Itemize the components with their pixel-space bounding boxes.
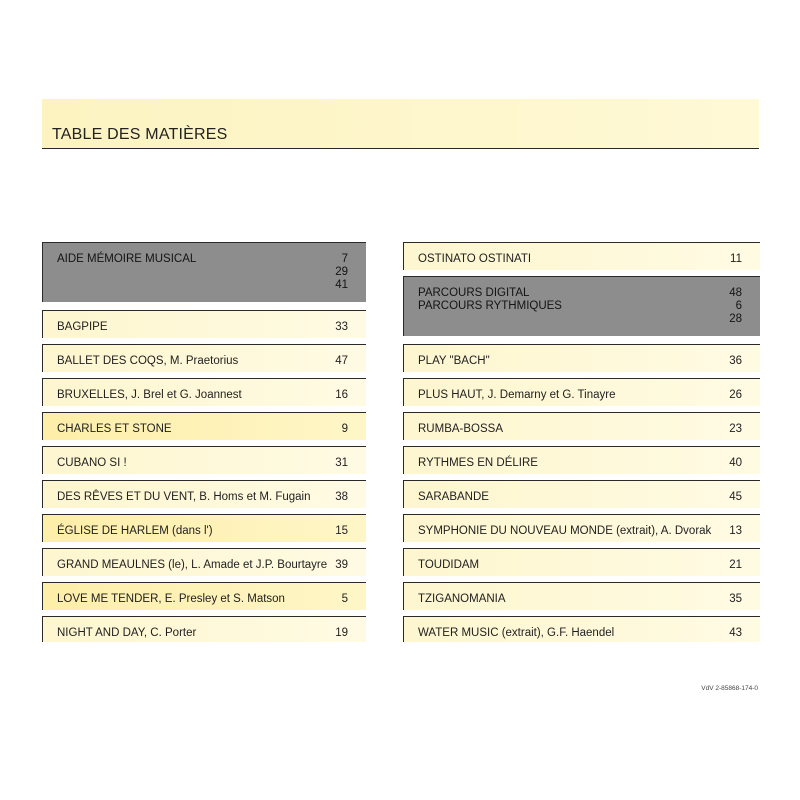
toc-entry <box>42 310 366 338</box>
toc-entry <box>403 378 760 406</box>
toc-entry-page <box>342 423 348 436</box>
toc-entry <box>403 242 760 270</box>
page-number: 39 <box>335 559 348 571</box>
toc-entry-title: CHARLES ET STONE <box>57 423 172 435</box>
page-number: 13 <box>729 525 742 537</box>
isbn-label: VdV 2-85868-174-0 <box>701 685 758 692</box>
toc-entry-page <box>342 593 348 606</box>
toc-entry-page <box>335 321 348 334</box>
page-number: 6 <box>735 300 742 312</box>
toc-entry-page <box>335 389 348 402</box>
toc-entry <box>42 480 366 508</box>
toc-entry <box>403 514 760 542</box>
toc-entry-page <box>729 559 742 572</box>
toc-entry-title: BRUXELLES, J. Brel et G. Joannest <box>57 389 242 401</box>
header-band <box>42 99 759 149</box>
toc-entry-title: SYMPHONIE DU NOUVEAU MONDE (extrait), A. Dvorak <box>418 525 712 537</box>
toc-entry-title: AIDE MÉMOIRE MUSICAL <box>57 253 197 265</box>
page-number: 5 <box>341 593 348 605</box>
page-number: 36 <box>729 355 742 367</box>
page-number: 16 <box>335 389 348 401</box>
toc-entry <box>403 446 760 474</box>
toc-entry-page <box>729 525 742 538</box>
toc-entry-page <box>729 287 742 326</box>
toc-entry-title: NIGHT AND DAY, C. Porter <box>57 627 197 639</box>
toc-entry <box>403 616 760 642</box>
toc-entry-page <box>729 389 742 402</box>
page-number: 11 <box>730 253 742 265</box>
toc-entry <box>403 412 760 440</box>
page-number: 47 <box>335 355 348 367</box>
toc-entry-page <box>335 559 348 572</box>
page-number: 26 <box>729 389 742 401</box>
page-number: 41 <box>335 279 348 291</box>
toc-entry-page <box>729 423 742 436</box>
toc-entry-page <box>335 355 348 368</box>
page-number: 28 <box>729 313 742 325</box>
toc-entry <box>403 276 760 336</box>
page-number: 23 <box>729 423 742 435</box>
toc-entry-title: CUBANO SI ! <box>57 457 127 469</box>
page-number: 21 <box>729 559 742 571</box>
toc-entry-title: ÉGLISE DE HARLEM (dans l') <box>57 525 213 537</box>
toc-entry-title: RUMBA-BOSSA <box>418 423 503 435</box>
toc-entry-title: PLUS HAUT, J. Demarny et G. Tinayre <box>418 389 616 401</box>
toc-entry <box>403 344 760 372</box>
toc-entry-page <box>335 253 348 292</box>
page-number: 7 <box>341 253 348 265</box>
toc-entry-title: GRAND MEAULNES (le), L. Amade et J.P. Bourtayre <box>57 559 328 571</box>
toc-entry-page <box>730 253 742 266</box>
toc-entry-page <box>335 627 348 640</box>
page-number: 29 <box>335 266 348 278</box>
toc-entry <box>42 616 366 642</box>
toc-entry <box>403 548 760 576</box>
toc-entry <box>42 412 366 440</box>
page-number: 43 <box>729 627 742 639</box>
toc-entry-title: OSTINATO OSTINATI <box>418 253 532 265</box>
toc-entry-title-secondary: PARCOURS RYTHMIQUES <box>418 300 562 312</box>
toc-entry-page <box>335 491 348 504</box>
toc-entry-title: PARCOURS DIGITAL <box>418 287 530 299</box>
page-number: 48 <box>729 287 742 299</box>
toc-entry-page <box>729 355 742 368</box>
toc-entry-page <box>335 457 348 470</box>
toc-entry <box>403 582 760 610</box>
toc-entry <box>42 242 366 302</box>
toc-entry-page <box>335 525 348 538</box>
toc-entry <box>42 514 366 542</box>
toc-entry <box>403 480 760 508</box>
toc-entry-title: BAGPIPE <box>57 321 108 333</box>
page-number: 19 <box>335 627 348 639</box>
page-number: 31 <box>335 457 348 469</box>
toc-entry-page <box>729 457 742 470</box>
toc-entry-title: TZIGANOMANIA <box>418 593 506 605</box>
page-number: 38 <box>335 491 348 503</box>
toc-entry <box>42 378 366 406</box>
toc-entry-page <box>729 593 742 606</box>
page-number: 15 <box>335 525 348 537</box>
toc-entry-title: LOVE ME TENDER, E. Presley et S. Matson <box>57 593 285 605</box>
page-number: 33 <box>335 321 348 333</box>
toc-entry-title: RYTHMES EN DÉLIRE <box>418 457 538 469</box>
toc-entry-title: TOUDIDAM <box>418 559 480 571</box>
toc-entry-title: SARABANDE <box>418 491 489 503</box>
page-number: 35 <box>729 593 742 605</box>
page-title: TABLE DES MATIÈRES <box>52 126 228 143</box>
toc-entry-title: DES RÊVES ET DU VENT, B. Homs et M. Fugain <box>57 491 311 503</box>
page-number: 40 <box>729 457 742 469</box>
toc-entry-title: PLAY "BACH" <box>418 355 490 367</box>
toc-entry <box>42 446 366 474</box>
toc-entry <box>42 582 366 610</box>
toc-entry-page <box>729 491 742 504</box>
toc-entry-title: WATER MUSIC (extrait), G.F. Haendel <box>418 627 615 639</box>
page-number: 9 <box>341 423 348 435</box>
toc-entry-page <box>729 627 742 640</box>
toc-entry <box>42 548 366 576</box>
toc-entry-title: BALLET DES COQS, M. Praetorius <box>57 355 239 367</box>
toc-entry <box>42 344 366 372</box>
page-number: 45 <box>729 491 742 503</box>
